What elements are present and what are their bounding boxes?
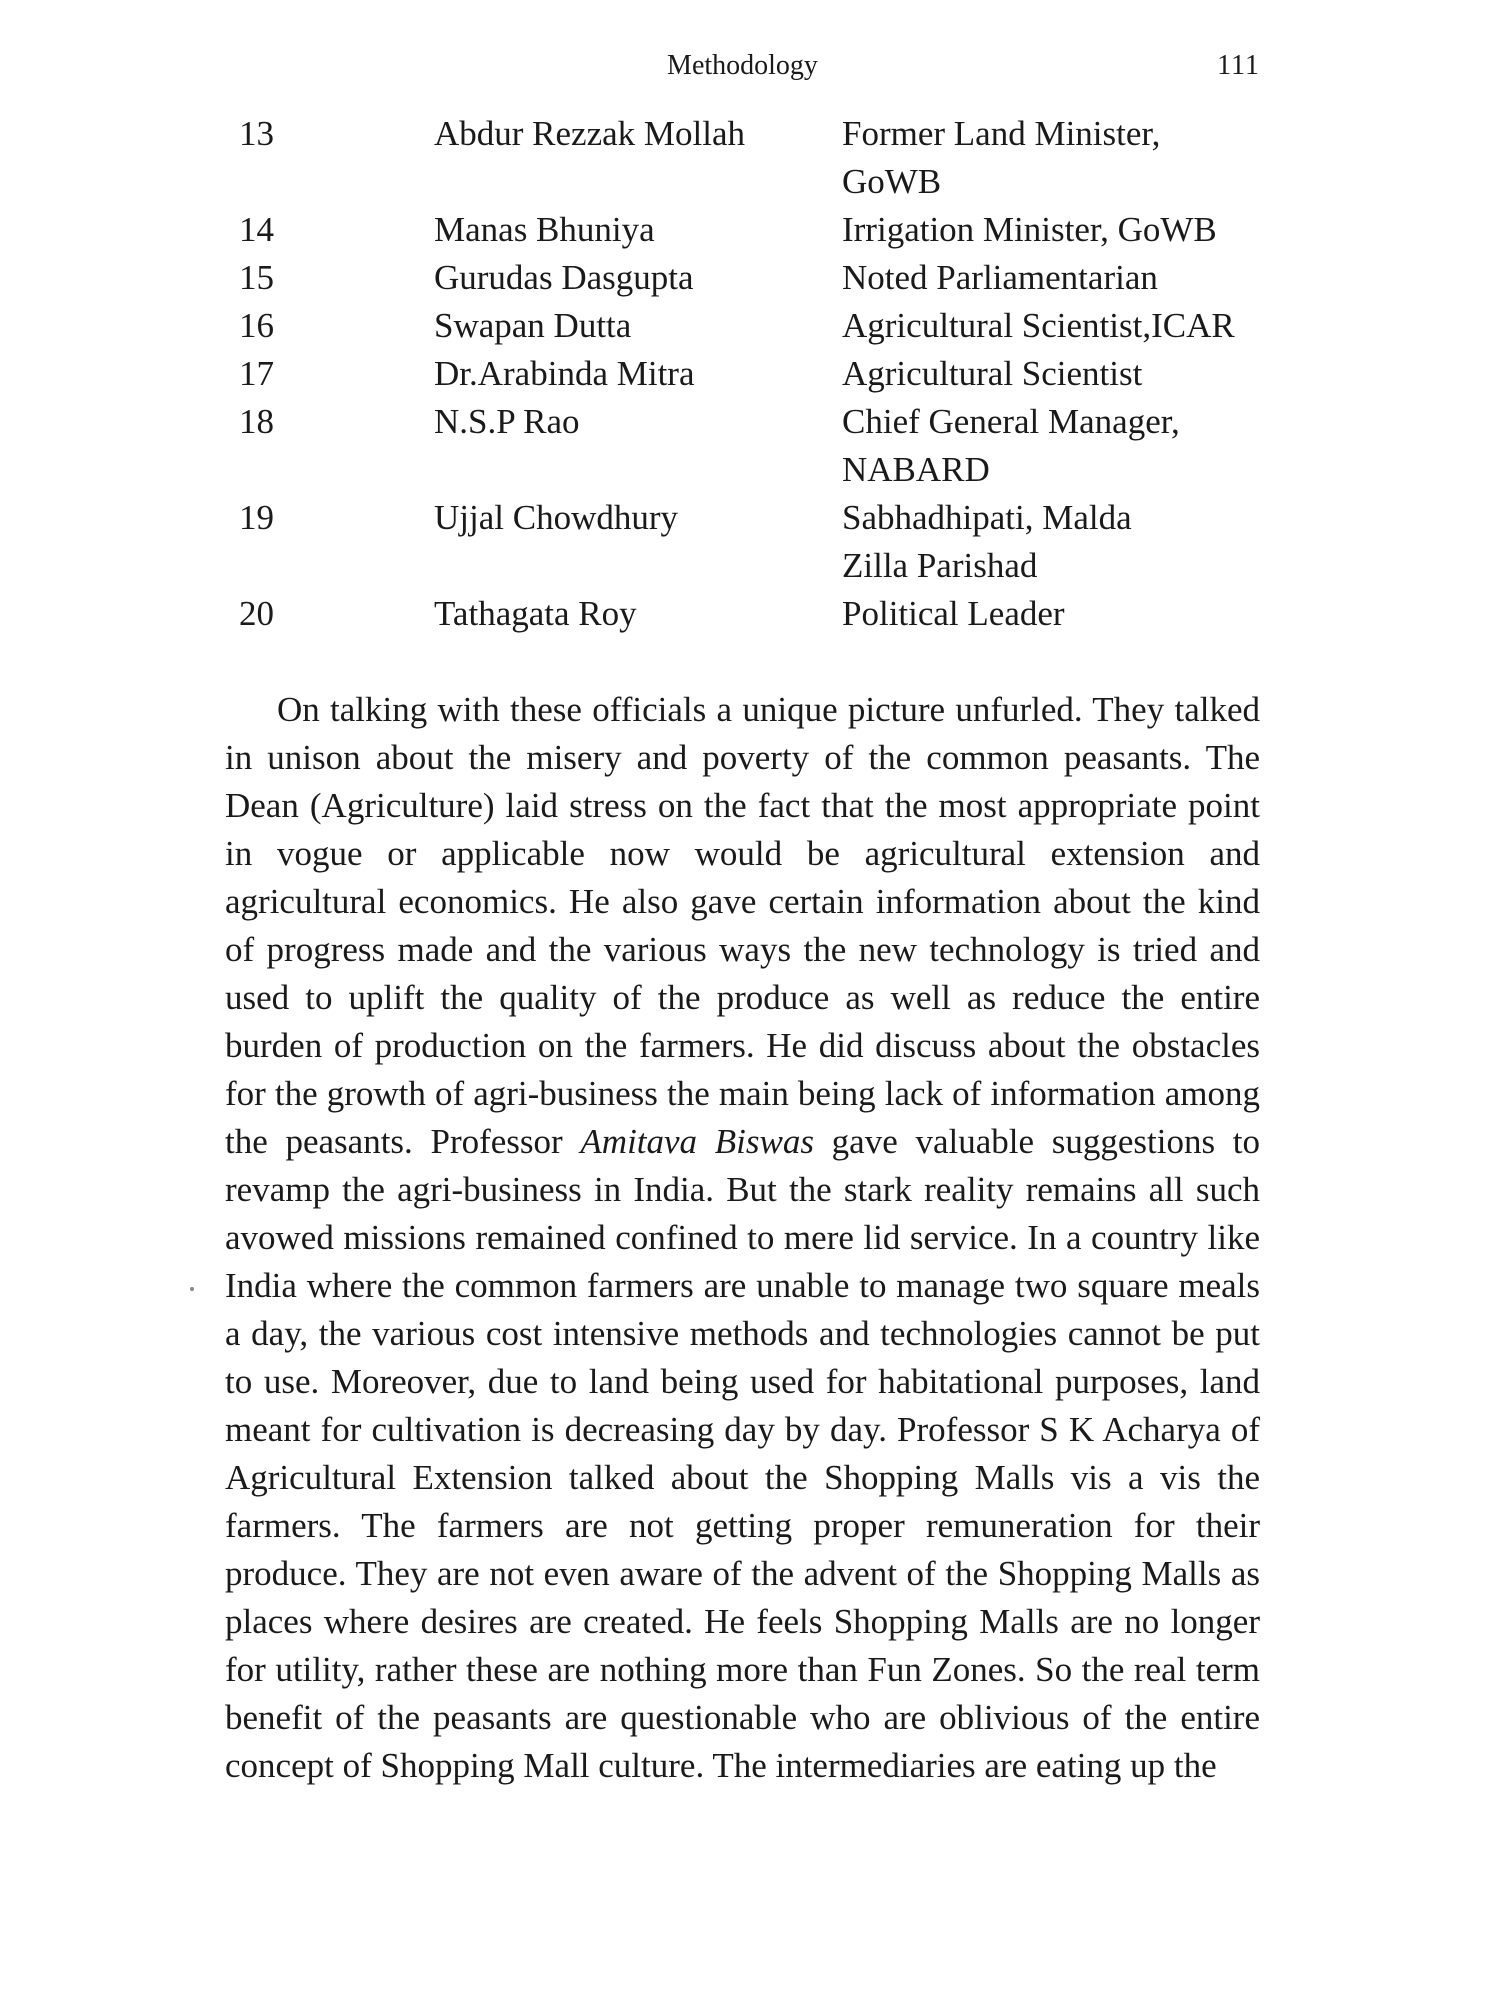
officials-table bbox=[225, 110, 1270, 638]
table-row bbox=[225, 206, 1270, 254]
official-name: Tathagata Roy bbox=[434, 594, 637, 633]
table-row bbox=[225, 350, 1270, 398]
row-number: 19 bbox=[239, 498, 274, 537]
designation-line: Irrigation Minister, GoWB bbox=[842, 210, 1217, 249]
table-row bbox=[225, 254, 1270, 302]
row-number: 20 bbox=[239, 594, 274, 633]
official-designation bbox=[842, 302, 1270, 350]
official-designation bbox=[842, 110, 1270, 206]
designation-line: Noted Parliamentarian bbox=[842, 258, 1158, 297]
official-name: Gurudas Dasgupta bbox=[434, 258, 694, 297]
row-number: 15 bbox=[239, 258, 274, 297]
official-designation bbox=[842, 398, 1270, 494]
designation-line: NABARD bbox=[842, 450, 990, 489]
row-number: 13 bbox=[239, 114, 274, 153]
official-name: N.S.P Rao bbox=[434, 402, 580, 441]
paragraph-text: gave valuable suggestions to revamp the agri-business in India. But the stark reality remains all such avowed missions remained confined to mere lid service. In a country like India where the common farmers are unable to manage two square meals a day, the various cost intensive methods and technologies cannot be put to use. Moreover, due to land being used for habitational purposes, land meant for cultivation is decreasing day by day. Professor S K Acharya of Agricultural Extension talked about the Shopping Malls vis a vis the farmers. The farmers are not getting proper remuneration for their produce. They are not even aware of the advent of the Shopping Malls as places where desires are created. He feels Shopping Malls are no longer for utility, rather these are nothing more than Fun Zones. So the real term benefit of the peasants are questionable who are oblivious of the entire concept of Shopping Mall culture. The intermediaries are eating up the bbox=[225, 1122, 1260, 1785]
designation-line: Agricultural Scientist,ICAR bbox=[842, 306, 1235, 345]
table-row bbox=[225, 302, 1270, 350]
row-number: 16 bbox=[239, 306, 274, 345]
designation-line: Former Land Minister, bbox=[842, 114, 1161, 153]
official-designation bbox=[842, 206, 1270, 254]
paragraph-text: On talking with these officials a unique picture unfurled. They talked in unison about the misery and poverty of the common peasants. The Dean (Agriculture) laid stress on the fact that the most appropriate point in vogue or applicable now would be agricultural extension and agricultural economics. He also gave certain information about the kind of progress made and the various ways the new technology is tried and used to uplift the quality of the produce as well as reduce the entire burden of production on the farmers. He did discuss about the obstacles for the growth of agri-business the main being lack of information among the peasants. Professor bbox=[225, 690, 1260, 1161]
official-name: Manas Bhuniya bbox=[434, 210, 655, 249]
official-name: Abdur Rezzak Mollah bbox=[434, 114, 746, 153]
table-row bbox=[225, 398, 1270, 494]
row-number: 14 bbox=[239, 210, 274, 249]
designation-line: GoWB bbox=[842, 162, 942, 201]
chapter-title: Methodology bbox=[667, 50, 818, 81]
page-number: 111 bbox=[1217, 50, 1260, 81]
designation-line: Chief General Manager, bbox=[842, 402, 1180, 441]
designation-line: Sabhadhipati, Malda bbox=[842, 498, 1132, 537]
running-header bbox=[225, 50, 1260, 90]
official-designation bbox=[842, 254, 1270, 302]
table-row bbox=[225, 494, 1270, 590]
designation-line: Zilla Parishad bbox=[842, 546, 1038, 585]
official-designation bbox=[842, 350, 1270, 398]
body-paragraph bbox=[225, 686, 1260, 1790]
official-designation bbox=[842, 590, 1270, 638]
scan-speck bbox=[190, 1287, 194, 1291]
table-row bbox=[225, 110, 1270, 206]
official-name: Swapan Dutta bbox=[434, 306, 632, 345]
official-name: Ujjal Chowdhury bbox=[434, 498, 679, 537]
row-number: 18 bbox=[239, 402, 274, 441]
italic-person-name: Amitava Biswas bbox=[580, 1122, 814, 1161]
official-designation bbox=[842, 494, 1270, 590]
designation-line: Agricultural Scientist bbox=[842, 354, 1143, 393]
row-number: 17 bbox=[239, 354, 274, 393]
official-name: Dr.Arabinda Mitra bbox=[434, 354, 695, 393]
designation-line: Political Leader bbox=[842, 594, 1065, 633]
table-row bbox=[225, 590, 1270, 638]
